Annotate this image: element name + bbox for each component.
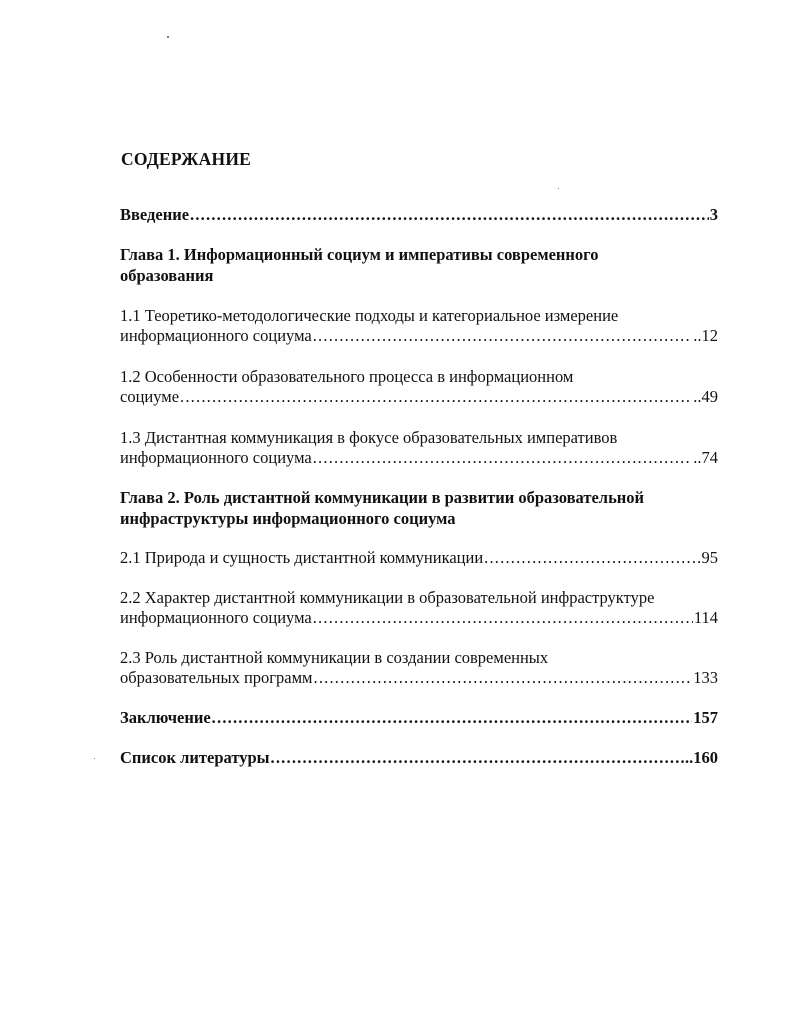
dot-leader [180, 387, 692, 407]
toc-page-number: ..160 [685, 748, 718, 767]
toc-entry-label: информационного социума [120, 608, 312, 627]
dot-leader [313, 608, 693, 628]
chapter-1-heading-line1: Глава 1. Информационный социум и императивы современного [120, 245, 599, 264]
toc-page-number: ..74 [693, 448, 718, 467]
toc-entry-bibliography [120, 748, 718, 768]
toc-entry-intro [120, 205, 718, 225]
dot-leader [190, 205, 709, 225]
toc-entry-label: образовательных программ [120, 668, 313, 687]
toc-entry-1-3-line2 [120, 448, 718, 468]
toc-entry-1-2-line1: 1.2 Особенности образовательного процесса в информационном [120, 367, 574, 386]
toc-entry-2-1 [120, 548, 718, 568]
chapter-1-heading-line2: образования [120, 266, 214, 285]
toc-page-number: 95 [701, 548, 718, 567]
scan-speck [94, 758, 95, 759]
scan-speck [558, 188, 559, 189]
toc-page-number: 114 [693, 608, 718, 627]
toc-page-number: ..49 [693, 387, 718, 406]
toc-entry-2-3-line2 [120, 668, 718, 688]
toc-page-number: 157 [693, 708, 718, 727]
chapter-2-heading-line2: инфраструктуры информационного социума [120, 509, 456, 528]
toc-entry-label: информационного социума [120, 326, 312, 345]
toc-entry-1-1-line2 [120, 326, 718, 346]
dot-leader [313, 326, 693, 346]
toc-entry-2-2-line1: 2.2 Характер дистантной коммуникации в образовательной инфраструктуре [120, 588, 655, 607]
toc-entry-label: Список литературы [120, 748, 270, 767]
dot-leader [314, 668, 693, 688]
toc-title: СОДЕРЖАНИЕ [121, 149, 252, 169]
toc-entry-conclusion [120, 708, 718, 728]
toc-entry-1-1-line1: 1.1 Теоретико-методологические подходы и категориальное измерение [120, 306, 619, 325]
chapter-2-heading-line1: Глава 2. Роль дистантной коммуникации в развитии образовательной [120, 488, 645, 507]
toc-entry-label: Введение [120, 205, 190, 224]
toc-entry-2-3-line1: 2.3 Роль дистантной коммуникации в создании современных [120, 648, 549, 667]
toc-entry-2-2-line2 [120, 608, 718, 628]
scan-speck [167, 36, 169, 38]
dot-leader [484, 548, 700, 568]
toc-entry-label: 2.1 Природа и сущность дистантной коммуникации [120, 548, 484, 567]
toc-entry-1-3-line1: 1.3 Дистантная коммуникация в фокусе образовательных императивов [120, 428, 618, 447]
toc-page-number: 3 [709, 205, 718, 224]
toc-entry-label: Заключение [120, 708, 211, 727]
toc-page-number: 133 [693, 668, 718, 687]
dot-leader [212, 708, 693, 728]
toc-page-number: ..12 [693, 326, 718, 345]
dot-leader [271, 748, 684, 768]
dot-leader [313, 448, 693, 468]
toc-entry-label: социуме [120, 387, 180, 406]
toc-entry-label: информационного социума [120, 448, 312, 467]
toc-entry-1-2-line2 [120, 387, 718, 407]
